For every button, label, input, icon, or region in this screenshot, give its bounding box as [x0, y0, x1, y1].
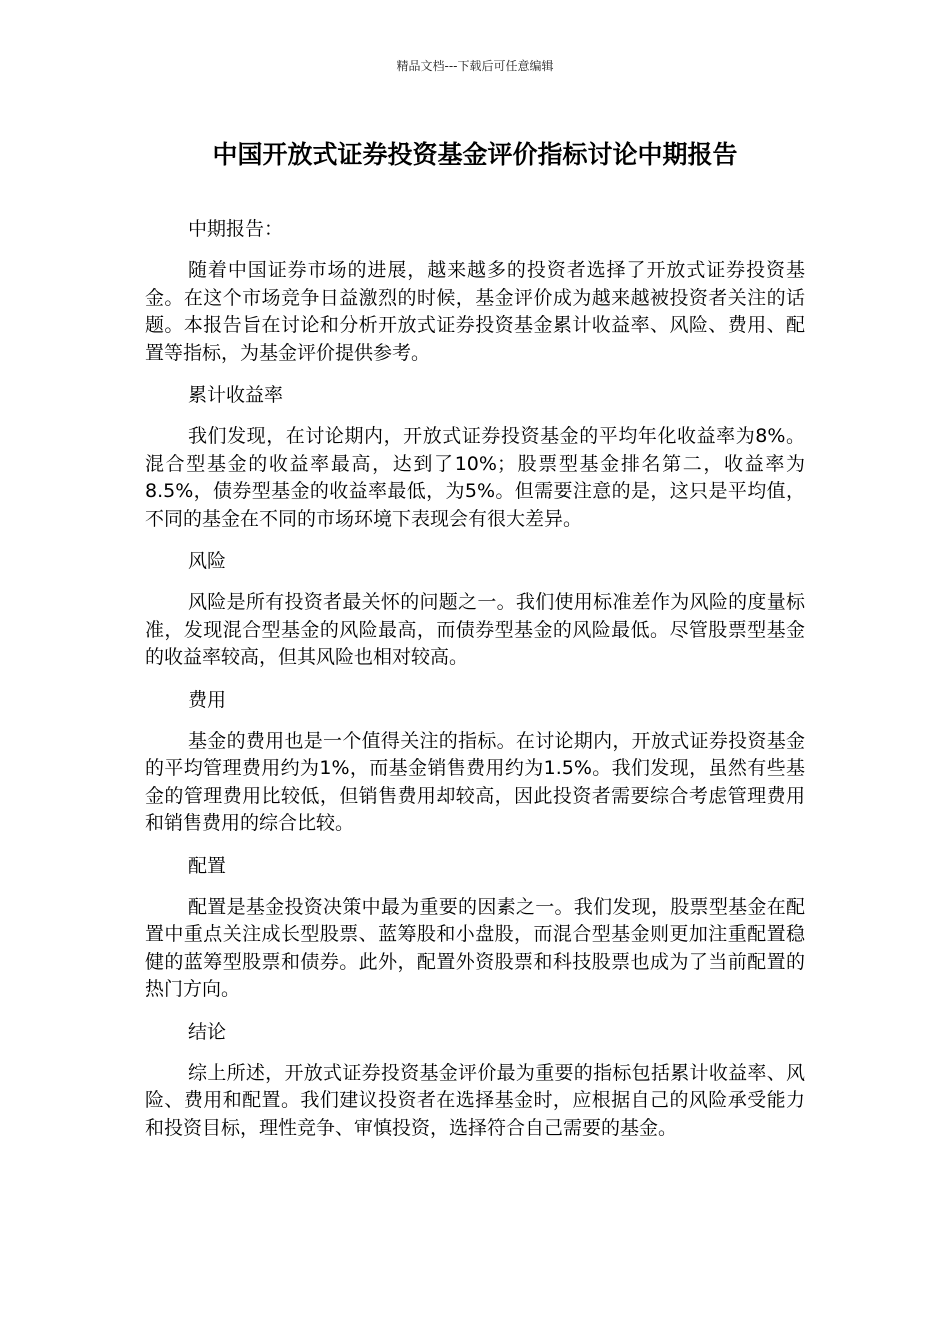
section-heading-allocation: 配置	[188, 854, 227, 877]
document-body	[145, 215, 805, 1156]
section-body-fees: 基金的费用也是一个值得关注的指标。在讨论期内，开放式证券投资基金的平均管理费用约为1%，而基金销售费用约为1.5%。我们发现，虽然有些基金的管理费用比较低，但销售费用却较高，因此投资者需要综合考虑管理费用和销售费用的综合比较。	[145, 729, 805, 834]
section-body-allocation: 配置是基金投资决策中最为重要的因素之一。我们发现，股票型基金在配置中重点关注成长型股票、蓝筹股和小盘股，而混合型基金则更加注重配置稳健的蓝筹型股票和债券。此外，配置外资股票和科技股票也成为了当前配置的热门方向。	[145, 895, 805, 1000]
section-body-risk: 风险是所有投资者最关怀的问题之一。我们使用标准差作为风险的度量标准，发现混合型基金的风险最高，而债券型基金的风险最低。尽管股票型基金的收益率较高，但其风险也相对较高。	[145, 591, 805, 668]
header-note: 精品文档---下载后可任意编辑	[396, 59, 554, 73]
section-body-return: 我们发现，在讨论期内，开放式证券投资基金的平均年化收益率为8%。混合型基金的收益率最高，达到了10%；股票型基金排名第二，收益率为8.5%，债券型基金的收益率最低，为5%。但需要注意的是，这只是平均值，不同的基金在不同的市场环境下表现会有很大差异。	[145, 425, 805, 530]
document-title: 中国开放式证券投资基金评价指标讨论中期报告	[212, 140, 738, 169]
section-body-conclusion: 综上所述，开放式证券投资基金评价最为重要的指标包括累计收益率、风险、费用和配置。我们建议投资者在选择基金时，应根据自己的风险承受能力和投资目标，理性竞争、审慎投资，选择符合自己需要的基金。	[145, 1061, 805, 1139]
section-heading-conclusion: 结论	[188, 1020, 227, 1043]
section-heading-return: 累计收益率	[188, 384, 284, 406]
report-label: 中期报告：	[188, 218, 284, 240]
section-heading-risk: 风险	[188, 550, 227, 572]
intro-paragraph: 随着中国证券市场的进展，越来越多的投资者选择了开放式证券投资基金。在这个市场竞争日益激烈的时候，基金评价成为越来越被投资者关注的话题。本报告旨在讨论和分析开放式证券投资基金累计收益率、风险、费用、配置等指标，为基金评价提供参考。	[145, 259, 805, 364]
section-heading-fees: 费用	[188, 688, 227, 711]
